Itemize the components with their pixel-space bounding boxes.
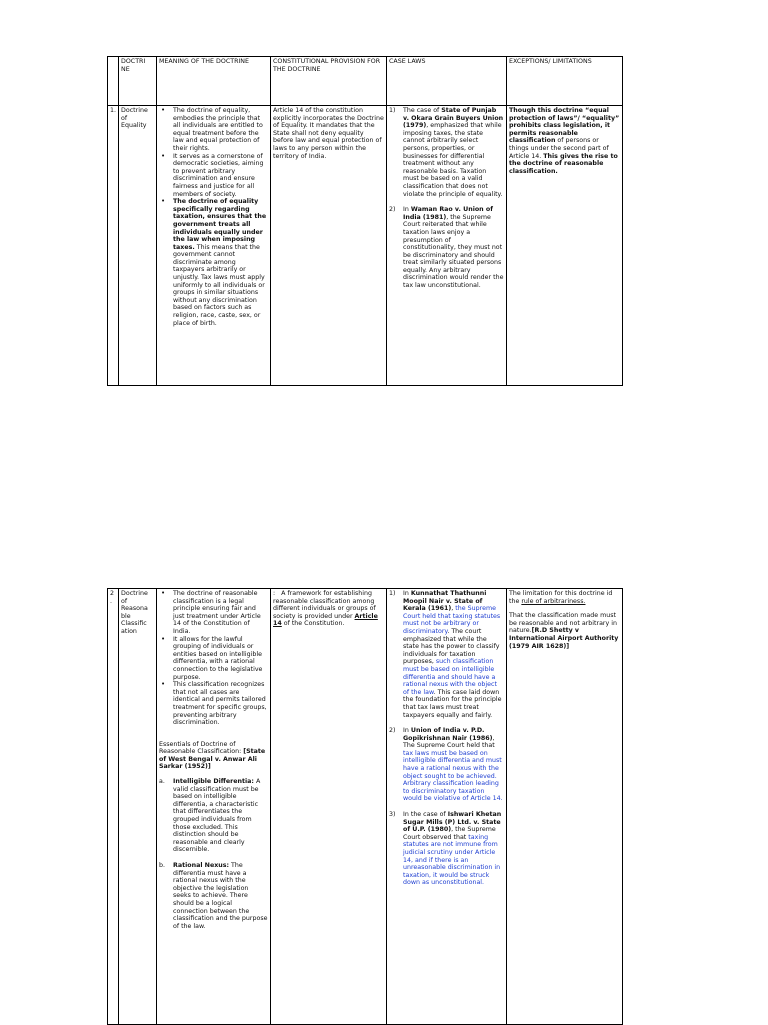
list-item: • The doctrine of equality specifically regarding taxation, ensures that the government treats all individuals equally under the law when imposing taxes. This means that the government cannot discriminate among taxpayers arbitrarily or unjustly. Tax laws must apply uniformly to all individuals or groups in similar situations without any discrimination based on factors such as religion, race, caste, sex, or place of birth. — [173, 198, 268, 327]
list-item: 3) In the case of Ishwari Khetan Sugar Mills (P) Ltd. v. State of U.P. (1980), the Supreme Court observed that taxing statutes are not immune from judicial scrutiny under Article 14, and if there is an unreasonable discrimination in taxation, it would be struck down as unconstitutional. — [389, 811, 502, 887]
exceptions-cell: Though this doctrine “equal protection of laws”/ “equality” prohibits class legislation, it permits reasonable classification of persons or things under the second part of Article 14. This gives the rise to the doctrine of reasonable classification. — [507, 106, 623, 386]
list-item: • It serves as a cornerstone of democratic societies, aiming to prevent arbitrary discrimination and ensure fairness and justice for all members of society. — [173, 153, 268, 199]
header-meaning: MEANING OF THE DOCTRINE — [157, 57, 271, 106]
list-item: 1) The case of State of Punjab v. Okara Grain Buyers Union (1979), emphasized that while imposing taxes, the state cannot arbitrarily select persons, properties, or businesses for differential treatment without any reasonable basis. Taxation must be based on a valid classification that does not violate the principle of equality. — [389, 107, 504, 198]
row-number: 1. — [108, 106, 119, 386]
meaning-cell — [157, 589, 271, 1025]
exceptions-cell — [507, 589, 623, 1025]
header-doctrine: DOCTRI NE — [119, 57, 157, 106]
list-item: b. Rational Nexus: The differentia must have a rational nexus with the objective the legislation seeks to achieve. There should be a logical connection between the classification and the purpose of the law. — [159, 862, 268, 930]
header-case-laws: CASE LAWS — [387, 57, 507, 106]
doctrine-name: Doctrine of Reasona ble Classific ation — [119, 589, 157, 1025]
classification-text: That the classification made must be reasonable and not arbitrary in nature.[R.D Shetty v International Airport Authority (1979 AIR 1628)] — [509, 612, 619, 650]
case-laws-cell — [387, 106, 507, 386]
list-item: 1) In Kunnathat Thathunni Moopil Nair v. State of Kerala (1961), the Supreme Court held that taxing statutes must not be arbitrary or discriminatory. The court emphasized that while the state has the power to classify individuals for taxation purposes, such classification must be based on intelligible differentia and should have a rational nexus with the object of the law. This case laid down the foundation for the principle that tax laws must treat taxpayers equally and fairly. — [389, 590, 502, 719]
case-laws-cell — [387, 589, 507, 1025]
list-item: • The doctrine of reasonable classification is a legal principle ensuring fair and just treatment under Article 14 of the Constitution of India. — [173, 590, 268, 636]
doctrine-name: Doctrine of Equality — [119, 106, 157, 386]
list-item: a. Intelligible Differentia: A valid classification must be based on intelligible differentia, a characteristic that differentiates the grouped individuals from those excluded. This distinction should be reasonable and clearly discernible. — [159, 778, 261, 854]
list-item: 2) In Waman Rao v. Union of India (1981), the Supreme Court reiterated that while taxation laws enjoy a presumption of constitutionality, they must not be discriminatory and should treat similarly situated persons equally. Any arbitrary discrimination would render the tax law unconstitutional. — [389, 206, 504, 290]
list-item: 2) In Union of India v. P.D. Gopikrishnan Nair (1986), The Supreme Court held that tax laws must be based on intelligible differentia and must have a rational nexus with the object sought to be achieved. Arbitrary classification leading to discriminatory taxation would be violative of Article 14. — [389, 727, 503, 803]
doctrine-table-2 — [107, 588, 623, 1025]
provision-cell: : A framework for establishing reasonable classification among different individuals or groups of society is provided under Article 14 of the Constitution. — [271, 589, 387, 1025]
meaning-cell — [157, 106, 271, 386]
table-row — [108, 589, 623, 1025]
header-provision: CONSTITUTIONAL PROVISION FOR THE DOCTRINE — [271, 57, 387, 106]
essentials-heading: Essentials of Doctrine of Reasonable Classification: [State of West Bengal v. Anwar Ali Sarkar (1952)] — [159, 740, 266, 771]
header-exceptions: EXCEPTIONS/ LIMITATIONS — [507, 57, 623, 106]
row-number: 2 . — [108, 589, 119, 1025]
provision-cell: Article 14 of the constitution explicitly incorporates the Doctrine of Equality. It mandates that the State shall not deny equality before law and equal protection of laws to any person within the territory of India. — [271, 106, 387, 386]
article-14-link[interactable]: Article 14 — [273, 612, 378, 628]
limitation-text: The limitation for this doctrine id the rule of arbitrariness. — [509, 590, 613, 605]
header-number — [108, 57, 119, 106]
doctrine-table-1 — [107, 56, 623, 386]
list-item: • The doctrine of equality, embodies the principle that all individuals are entitled to equal treatment before the law and equal protection of their rights. — [173, 107, 268, 153]
table-row — [108, 106, 623, 386]
list-item: • This classification recognizes that not all cases are identical and permits tailored treatment for specific groups, preventing arbitrary discrimination. — [173, 681, 268, 727]
list-item: • It allows for the lawful grouping of individuals or entities based on intelligible differentia, with a rational connection to the legislative purpose. — [173, 636, 268, 682]
header-row — [108, 57, 623, 106]
